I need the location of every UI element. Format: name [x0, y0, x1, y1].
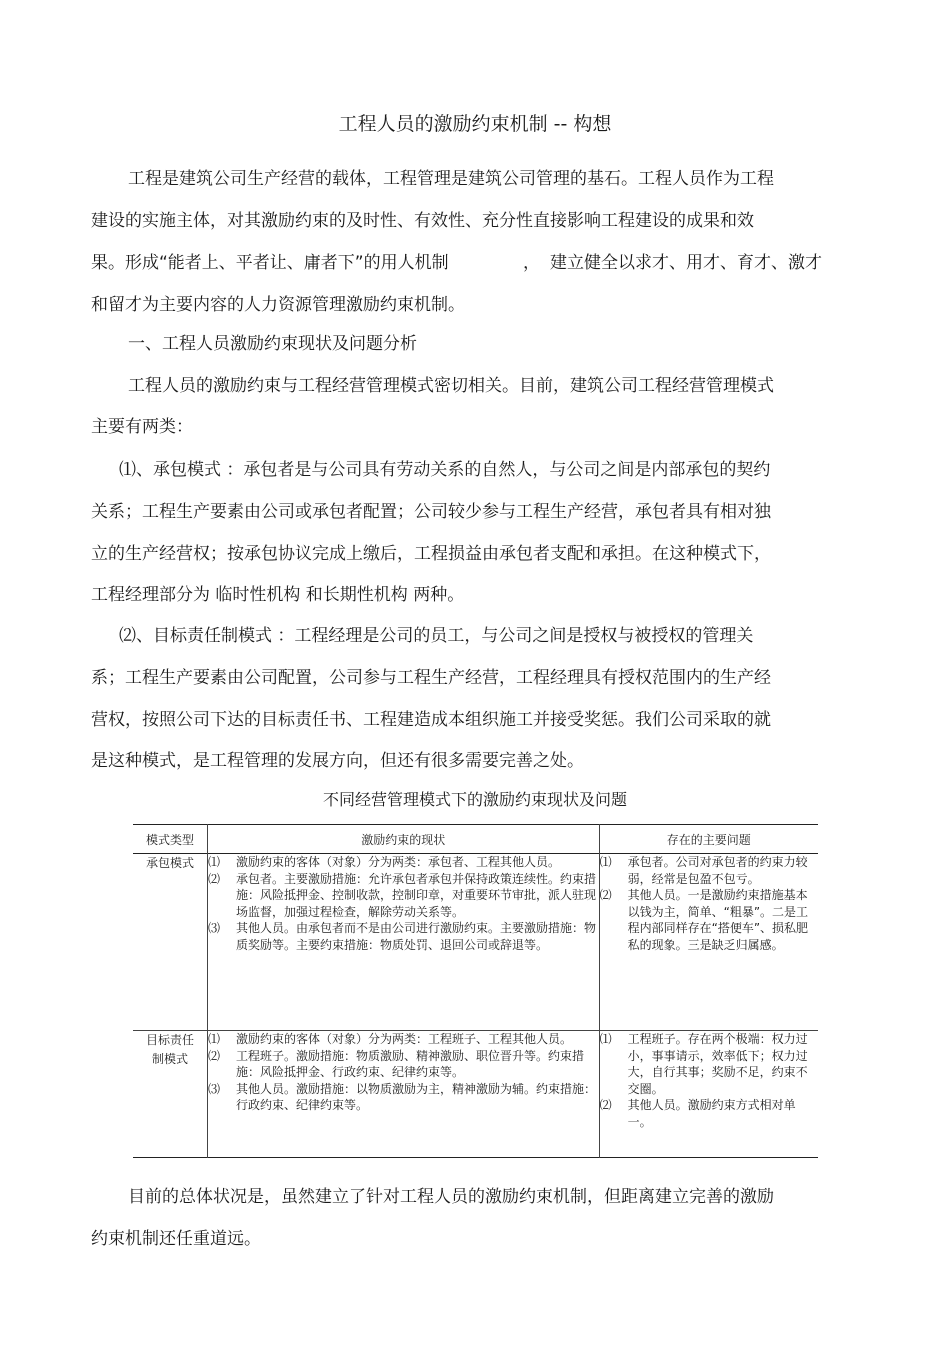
- table-caption: 不同经营管理模式下的激励约束现状及问题: [322, 790, 627, 809]
- header-type: 模式类型: [145, 832, 194, 847]
- row2-problems: [599, 1031, 818, 1158]
- para1-line4: 和留才为主要内容的人力资源管理激励约束机制。: [91, 295, 465, 315]
- table-header-row: [133, 825, 818, 854]
- para3-line3: 立的生产经营权；按承包协议完成上缴后，工程损益由承包者支配和承担。在这种模式下，: [91, 544, 771, 564]
- para1-line3a: 果。形成“能者上、平者让、庸者下”的用人机制: [91, 253, 449, 273]
- list-item: ⑵ 其他人员。一是激励约束措施基本以钱为主，简单、“粗暴”。二是工程内部同样存在“搭便车”、损私肥私的现象。三是缺乏归属感。: [599, 888, 809, 952]
- list-item: ⑶ 其他人员。激励措施：以物质激励为主，精神激励为辅。约束措施：行政约束、纪律约束等。: [207, 1081, 596, 1112]
- header-problems: 存在的主要问题: [599, 825, 818, 854]
- para4-line4: 是这种模式，是工程管理的发展方向，但还有很多需要完善之处。: [91, 751, 584, 771]
- list-item: ⑴ 承包者。公司对承包者的约束力较弱，经常是包盈不包亏。: [599, 855, 808, 886]
- list-item: ⑵ 工程班子。激励措施：物质激励、精神激励、职位晋升等。约束措施：风险抵押金、行政约束、纪律约束等。: [207, 1048, 584, 1079]
- list-item: ⑵ 其他人员。激励约束方式相对单一。: [599, 1098, 796, 1129]
- row1-status: [207, 854, 599, 1031]
- para4-line1: ⑵、目标责任制模式 ：工程经理是公司的员工，与公司之间是授权与被授权的管理关: [119, 626, 754, 646]
- row1-problems: [599, 854, 818, 1031]
- para4-line2: 系；工程生产要素由公司配置，公司参与工程生产经营，工程经理具有授权范围内的生产经: [91, 668, 771, 688]
- table-row: [133, 1031, 818, 1158]
- document-title: 工程人员的激励约束机制 -- 构想: [338, 113, 612, 135]
- list-item: ⑵ 承包者。主要激励措施：允许承包者承包并保持政策连续性。约束措施：风险抵押金、控制收款，控制印章，对重要环节审批，派人驻现场监督，加强过程检查，解除劳动关系等。: [207, 871, 596, 919]
- para5-line2: 约束机制还任重道远。: [91, 1229, 261, 1249]
- list-item: ⑴ 工程班子。存在两个极端：权力过小，事事请示，效率低下；权力过大，自行其事；奖励不足，约束不交圈。: [599, 1032, 808, 1096]
- comparison-table: [133, 824, 818, 1158]
- row1-type: 承包模式: [145, 856, 194, 870]
- para3-line2: 关系；工程生产要素由公司或承包者配置；公司较少参与工程生产经营，承包者具有相对独: [91, 502, 771, 522]
- para2-line1: 工程人员的激励约束与工程经营管理模式密切相关。目前，建筑公司工程经营管理模式: [128, 376, 774, 396]
- table-row: [133, 854, 818, 1031]
- list-item: ⑶ 其他人员。由承包者而不是由公司进行激励约束。主要激励措施：物质奖励等。主要约束措施：物质处罚、退回公司或辞退等。: [207, 921, 596, 952]
- para4-line3: 营权，按照公司下达的目标责任书、工程建造成本组织施工并接受奖惩。我们公司采取的就: [91, 710, 771, 730]
- section-heading: 一、工程人员激励约束现状及问题分析: [128, 334, 417, 354]
- para1-line3b: ，: [523, 253, 540, 273]
- header-status: 激励约束的现状: [207, 825, 599, 854]
- para3-line4: 工程经理部分为 临时性机构 和长期性机构 两种。: [91, 585, 465, 605]
- row2-type: 目标责任 制模式: [145, 1033, 194, 1066]
- row2-status: [207, 1031, 599, 1158]
- para1-line3c: 建立健全以求才、用才、育才、激才: [550, 253, 822, 273]
- para2-line2: 主要有两类：: [91, 417, 193, 437]
- list-item: ⑴ 激励约束的客体（对象）分为两类：承包者、工程其他人员。: [207, 855, 560, 869]
- para1-line2: 建设的实施主体，对其激励约束的及时性、有效性、充分性直接影响工程建设的成果和效: [91, 211, 754, 231]
- list-item: ⑴ 激励约束的客体（对象）分为两类：工程班子、工程其他人员。: [207, 1032, 572, 1046]
- para5-line1: 目前的总体状况是，虽然建立了针对工程人员的激励约束机制，但距离建立完善的激励: [128, 1187, 774, 1207]
- para1-line1: 工程是建筑公司生产经营的载体，工程管理是建筑公司管理的基石。工程人员作为工程: [128, 169, 774, 189]
- para3-line1: ⑴、承包模式 ：承包者是与公司具有劳动关系的自然人，与公司之间是内部承包的契约: [119, 460, 771, 480]
